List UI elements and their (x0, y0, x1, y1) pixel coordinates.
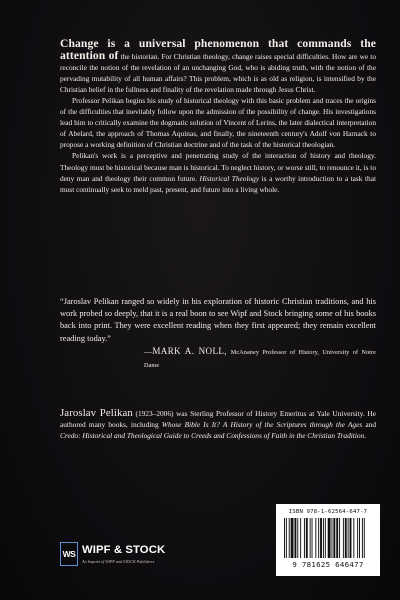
blurb-paragraph-1 (60, 38, 376, 95)
endorsement-quote (60, 296, 376, 372)
isbn-barcode (276, 504, 380, 576)
blurb-paragraph-2: Professor Pelikan begins his study of historical theology with this basic problem and traces the origins of the difficulties that inevitably follow upon the admission of the possibility of change. His investigations lead him to critically examine the dogmatic solution of Vincent of Lerins, the later dialectical interpretation of Abelard, the approach of Thomas Aquinas, and finally, the nineteenth century's Adolf von Harnack to propose a working definition of Christian doctrine and of the task of the historical theologian. (60, 96, 376, 150)
barcode-digits: 9 781625 646477 (292, 560, 364, 569)
endorser-name: MARK A. NOLL, (152, 345, 227, 356)
isbn-label: ISBN 978-1-62564-647-7 (288, 509, 368, 515)
barcode-bars-icon (284, 518, 372, 558)
blurb-paragraph-3-text: Pelikan's work is a perceptive and penetrating study of the interaction of history and theology. Theology must be historical because man is historical. To neglect history, or worse still, to renounce it, is to deny man and theology their common future. (60, 151, 376, 183)
blurb-lead-sentence: Change is a universal phenomenon that commands the attention of (60, 37, 376, 63)
bio-book-2: Credo: Historical and Theological Guide to Creeds and Confessions of Faith in the Christian Tradition (60, 431, 365, 441)
author-name: Jaroslav Pelikan (60, 407, 133, 419)
blurb-paragraph-3 (60, 150, 376, 194)
blurb-paragraph-1-text: the historian. For Christian theology, change raises special difficulties. How are we to reconcile the notion of the revelation of an unchanging God, who is abiding truth, with the notion of the pervading mutability of all human affairs? This problem, which is as old as religion, is intensified by the Christian belief in the fullness and finality of the revelation made through Jesus Christ. (60, 52, 377, 95)
quote-text: “Jaroslav Pelikan ranged so widely in his exploration of historic Christian traditions, and his work probed so deeply, that it is a real boon to see Wipf and Stock bringing some of his books back into print. They were excellent reading when they first appeared; they remain excellent reading today.” (60, 297, 376, 343)
book-title-italic: Historical Theology (199, 173, 260, 183)
bio-book-1: Whose Bible Is It? A History of the Scriptures through the Ages (161, 420, 363, 430)
publisher-logo (60, 542, 190, 568)
bio-text-1: (1923–2006) was Sterling Professor of History Emeritus at Yale University. He authored many books, including (60, 409, 376, 430)
endorser-role: McAnaney Professor of History, University of Notre Dame (144, 348, 376, 370)
author-bio (60, 408, 376, 442)
publisher-tagline: An Imprint of WIPF and STOCK Publishers (82, 559, 155, 564)
description-blurb (60, 38, 376, 195)
attribution-dash: — (144, 346, 153, 356)
bio-text-2: and (365, 420, 376, 430)
publisher-name: WIPF & STOCK (82, 544, 166, 556)
blurb-paragraph-3-end: is a worthy introduction to a task that must continually seek to meld past, present, and future into a living whole. (60, 173, 377, 194)
quote-attribution (60, 345, 376, 372)
publisher-mark-icon: WS (60, 542, 78, 566)
bio-text-3: . (364, 431, 367, 441)
